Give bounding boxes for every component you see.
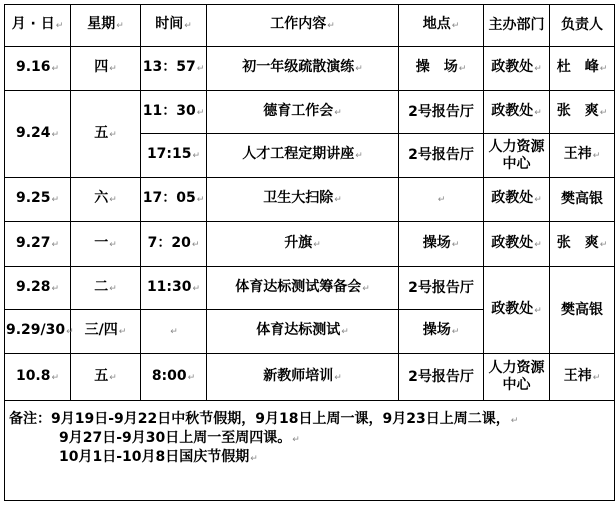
- cell-dept: 政教处↵: [484, 267, 550, 354]
- cell-dept: 政教处↵: [484, 91, 550, 134]
- table-row: [5, 222, 615, 267]
- cell-weekday: 五↵: [71, 354, 141, 401]
- header-row: [5, 5, 615, 47]
- cell-content: 新教师培训↵: [207, 354, 399, 401]
- header-weekday: 星期↵: [71, 5, 141, 47]
- cell-time: 11：30↵: [141, 91, 207, 134]
- cell-place: 操 场↵: [399, 47, 484, 91]
- cell-person: 樊高银: [550, 178, 615, 222]
- cell-person: 张 爽↵: [550, 91, 615, 134]
- schedule-table: [4, 4, 615, 501]
- cell-weekday: 四↵: [71, 47, 141, 91]
- header-date: 月 · 日↵: [5, 5, 71, 47]
- table-row: [5, 178, 615, 222]
- cell-place: ↵: [399, 178, 484, 222]
- cell-date: 10.8↵: [5, 354, 71, 401]
- table-row: [5, 267, 615, 310]
- cell-content: 人才工程定期讲座↵: [207, 134, 399, 178]
- cell-person: 张 爽↵: [550, 222, 615, 267]
- cell-dept: 人力资源中心: [484, 134, 550, 178]
- cell-weekday: 一↵: [71, 222, 141, 267]
- cell-date: 9.16↵: [5, 47, 71, 91]
- table-row: [5, 91, 615, 134]
- cell-place: 2号报告厅: [399, 267, 484, 310]
- cell-time: 17：05↵: [141, 178, 207, 222]
- cell-weekday: 三/四↵: [71, 310, 141, 354]
- cell-dept: 政教处↵: [484, 178, 550, 222]
- note-line: 10月1日-10月8日国庆节假期↵: [59, 449, 258, 465]
- cell-time: 8:00↵: [141, 354, 207, 401]
- header-place: 地点↵: [399, 5, 484, 47]
- cell-weekday: 二↵: [71, 267, 141, 310]
- cell-place: 2号报告厅: [399, 354, 484, 401]
- cell-content: 体育达标测试筹备会↵: [207, 267, 399, 310]
- table-row: [5, 354, 615, 401]
- cell-date: 9.28↵: [5, 267, 71, 310]
- cell-time: ↵: [141, 310, 207, 354]
- table-row: [5, 47, 615, 91]
- cell-person: 王祎↵: [550, 134, 615, 178]
- header-dept: 主办部门: [484, 5, 550, 47]
- note-line: 备注：9月19日-9月22日中秋节假期，9月18日上周一课，9月23日上周二课，↵: [9, 411, 519, 427]
- cell-time: 7：20↵: [141, 222, 207, 267]
- cell-dept: 政教处↵: [484, 47, 550, 91]
- cell-time: 17:15↵: [141, 134, 207, 178]
- cell-weekday: 五↵: [71, 91, 141, 178]
- cell-dept: 政教处↵: [484, 222, 550, 267]
- cell-time: 11:30↵: [141, 267, 207, 310]
- header-time: 时间↵: [141, 5, 207, 47]
- cell-time: 13：57↵: [141, 47, 207, 91]
- cell-date: 9.25↵: [5, 178, 71, 222]
- cell-place: 操场↵: [399, 310, 484, 354]
- note-line: 9月27日-9月30日上周一至周四课。↵: [59, 430, 300, 446]
- header-content: 工作内容↵: [207, 5, 399, 47]
- cell-content: 初一年级疏散演练↵: [207, 47, 399, 91]
- cell-place: 2号报告厅: [399, 91, 484, 134]
- cell-weekday: 六↵: [71, 178, 141, 222]
- cell-person: 杜 峰↵: [550, 47, 615, 91]
- cell-content: 升旗↵: [207, 222, 399, 267]
- cell-date: 9.27↵: [5, 222, 71, 267]
- cell-person: 樊高银: [550, 267, 615, 354]
- cell-content: 卫生大扫除↵: [207, 178, 399, 222]
- cell-date: 9.29/30↵: [5, 310, 71, 354]
- cell-place: 操场↵: [399, 222, 484, 267]
- header-person: 负责人: [550, 5, 615, 47]
- cell-date: 9.24↵: [5, 91, 71, 178]
- note-row: [5, 401, 615, 501]
- cell-person: 王祎↵: [550, 354, 615, 401]
- cell-dept: 人力资源中心: [484, 354, 550, 401]
- cell-content: 德育工作会↵: [207, 91, 399, 134]
- cell-content: 体育达标测试↵: [207, 310, 399, 354]
- cell-place: 2号报告厅: [399, 134, 484, 178]
- note-cell: [5, 401, 615, 501]
